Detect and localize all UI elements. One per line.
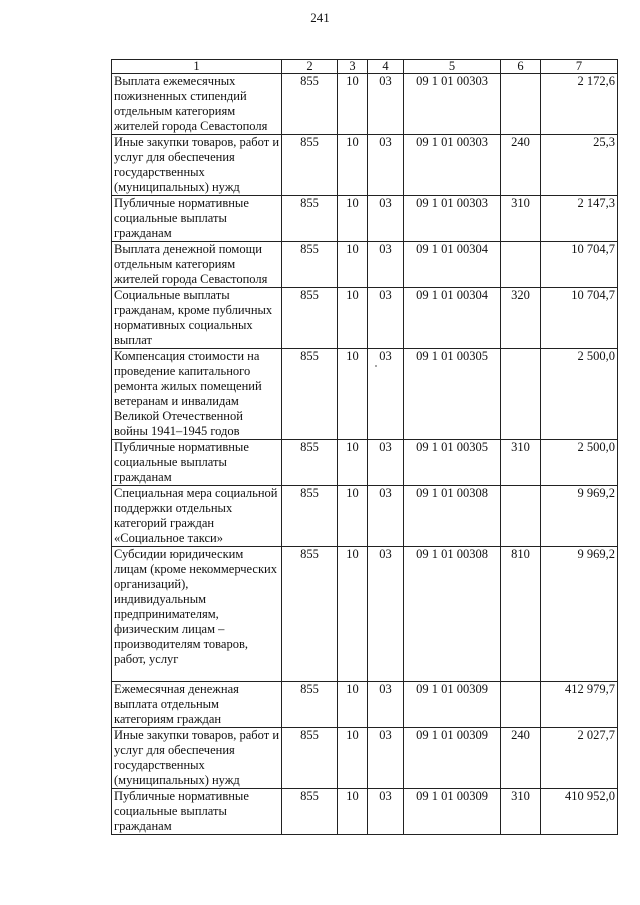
row-target-cell: 09 1 01 00303 bbox=[404, 74, 501, 135]
table-row bbox=[112, 349, 618, 440]
row-section-cell: 10 bbox=[338, 242, 368, 288]
row-type-cell bbox=[501, 486, 541, 547]
row-section-cell: 10 bbox=[338, 547, 368, 682]
table-row bbox=[112, 547, 618, 682]
row-name-cell: Публичные нормативные социальные выплаты гражданам bbox=[112, 789, 282, 835]
column-header: 2 bbox=[282, 60, 338, 74]
header-row bbox=[112, 60, 618, 74]
row-type-cell: 240 bbox=[501, 728, 541, 789]
row-grbs-cell: 855 bbox=[282, 682, 338, 728]
row-type-cell bbox=[501, 349, 541, 440]
row-section-cell: 10 bbox=[338, 349, 368, 440]
row-grbs-cell: 855 bbox=[282, 547, 338, 682]
row-grbs-cell: 855 bbox=[282, 349, 338, 440]
row-type-cell bbox=[501, 682, 541, 728]
row-amount-cell: 25,3 bbox=[541, 135, 618, 196]
row-section-cell: 10 bbox=[338, 135, 368, 196]
row-type-cell bbox=[501, 74, 541, 135]
row-amount-cell: 410 952,0 bbox=[541, 789, 618, 835]
row-type-cell: 320 bbox=[501, 288, 541, 349]
row-type-cell: 810 bbox=[501, 547, 541, 682]
row-target-cell: 09 1 01 00304 bbox=[404, 242, 501, 288]
column-header: 4 bbox=[368, 60, 404, 74]
row-name-cell: Публичные нормативные социальные выплаты гражданам bbox=[112, 440, 282, 486]
table-row bbox=[112, 440, 618, 486]
row-target-cell: 09 1 01 00309 bbox=[404, 728, 501, 789]
row-grbs-cell: 855 bbox=[282, 242, 338, 288]
scan-dot bbox=[375, 365, 377, 367]
table-row bbox=[112, 74, 618, 135]
table-row bbox=[112, 682, 618, 728]
row-grbs-cell: 855 bbox=[282, 135, 338, 196]
table-row bbox=[112, 196, 618, 242]
row-type-cell: 310 bbox=[501, 440, 541, 486]
row-subsection-cell: 03 bbox=[368, 682, 404, 728]
row-target-cell: 09 1 01 00308 bbox=[404, 486, 501, 547]
row-name-cell: Ежемесячная денежная выплата отдельным категориям граждан bbox=[112, 682, 282, 728]
row-section-cell: 10 bbox=[338, 440, 368, 486]
row-amount-cell: 412 979,7 bbox=[541, 682, 618, 728]
row-section-cell: 10 bbox=[338, 74, 368, 135]
row-target-cell: 09 1 01 00304 bbox=[404, 288, 501, 349]
row-name-cell: Иные закупки товаров, работ и услуг для обеспечения государственных (муниципальных) нужд bbox=[112, 728, 282, 789]
row-name-cell: Социальные выплаты гражданам, кроме публичных нормативных социальных выплат bbox=[112, 288, 282, 349]
row-subsection-cell: 03 bbox=[368, 74, 404, 135]
row-grbs-cell: 855 bbox=[282, 728, 338, 789]
row-grbs-cell: 855 bbox=[282, 486, 338, 547]
row-subsection-cell: 03 bbox=[368, 547, 404, 682]
row-amount-cell: 2 500,0 bbox=[541, 440, 618, 486]
row-section-cell: 10 bbox=[338, 789, 368, 835]
table-row bbox=[112, 486, 618, 547]
row-subsection-cell: 03 bbox=[368, 486, 404, 547]
row-target-cell: 09 1 01 00309 bbox=[404, 682, 501, 728]
table-row bbox=[112, 242, 618, 288]
row-subsection-cell: 03 bbox=[368, 440, 404, 486]
row-amount-cell: 2 027,7 bbox=[541, 728, 618, 789]
row-section-cell: 10 bbox=[338, 196, 368, 242]
column-header: 6 bbox=[501, 60, 541, 74]
row-type-cell bbox=[501, 242, 541, 288]
row-grbs-cell: 855 bbox=[282, 789, 338, 835]
column-header: 5 bbox=[404, 60, 501, 74]
row-section-cell: 10 bbox=[338, 728, 368, 789]
row-name-cell: Иные закупки товаров, работ и услуг для обеспечения государственных (муниципальных) нужд bbox=[112, 135, 282, 196]
row-grbs-cell: 855 bbox=[282, 440, 338, 486]
row-amount-cell: 9 969,2 bbox=[541, 547, 618, 682]
row-subsection-cell: 03 bbox=[368, 242, 404, 288]
row-amount-cell: 2 172,6 bbox=[541, 74, 618, 135]
column-header: 1 bbox=[112, 60, 282, 74]
row-name-cell: Выплата ежемесячных пожизненных стипендий отдельным категориям жителей города Севастополя bbox=[112, 74, 282, 135]
budget-table bbox=[111, 59, 618, 835]
row-target-cell: 09 1 01 00309 bbox=[404, 789, 501, 835]
row-subsection-cell: 03 bbox=[368, 349, 404, 440]
row-type-cell: 310 bbox=[501, 789, 541, 835]
row-section-cell: 10 bbox=[338, 682, 368, 728]
row-target-cell: 09 1 01 00305 bbox=[404, 349, 501, 440]
row-grbs-cell: 855 bbox=[282, 74, 338, 135]
row-grbs-cell: 855 bbox=[282, 196, 338, 242]
row-target-cell: 09 1 01 00303 bbox=[404, 135, 501, 196]
column-header: 7 bbox=[541, 60, 618, 74]
row-name-cell: Субсидии юридическим лицам (кроме некоммерческих организаций), индивидуальным предпринимателям, физическим лицам – производителям товаров, работ, услуг bbox=[112, 547, 282, 682]
row-target-cell: 09 1 01 00305 bbox=[404, 440, 501, 486]
row-name-cell: Компенсация стоимости на проведение капитального ремонта жилых помещений ветеранам и инвалидам Великой Отечественной войны 1941–1945 годов bbox=[112, 349, 282, 440]
row-name-cell: Специальная мера социальной поддержки отдельных категорий граждан «Социальное такси» bbox=[112, 486, 282, 547]
row-section-cell: 10 bbox=[338, 288, 368, 349]
row-subsection-cell: 03 bbox=[368, 135, 404, 196]
row-subsection-cell: 03 bbox=[368, 789, 404, 835]
page-number: 241 bbox=[310, 10, 330, 25]
row-grbs-cell: 855 bbox=[282, 288, 338, 349]
row-amount-cell: 10 704,7 bbox=[541, 288, 618, 349]
row-section-cell: 10 bbox=[338, 486, 368, 547]
table-row bbox=[112, 288, 618, 349]
row-subsection-cell: 03 bbox=[368, 728, 404, 789]
column-header: 3 bbox=[338, 60, 368, 74]
row-amount-cell: 10 704,7 bbox=[541, 242, 618, 288]
row-amount-cell: 2 147,3 bbox=[541, 196, 618, 242]
row-target-cell: 09 1 01 00303 bbox=[404, 196, 501, 242]
row-subsection-cell: 03 bbox=[368, 196, 404, 242]
row-name-cell: Публичные нормативные социальные выплаты гражданам bbox=[112, 196, 282, 242]
table-row bbox=[112, 728, 618, 789]
row-type-cell: 240 bbox=[501, 135, 541, 196]
row-subsection-cell: 03 bbox=[368, 288, 404, 349]
row-type-cell: 310 bbox=[501, 196, 541, 242]
table-row bbox=[112, 135, 618, 196]
row-name-cell: Выплата денежной помощи отдельным категориям жителей города Севастополя bbox=[112, 242, 282, 288]
row-amount-cell: 2 500,0 bbox=[541, 349, 618, 440]
row-amount-cell: 9 969,2 bbox=[541, 486, 618, 547]
table-row bbox=[112, 789, 618, 835]
row-target-cell: 09 1 01 00308 bbox=[404, 547, 501, 682]
